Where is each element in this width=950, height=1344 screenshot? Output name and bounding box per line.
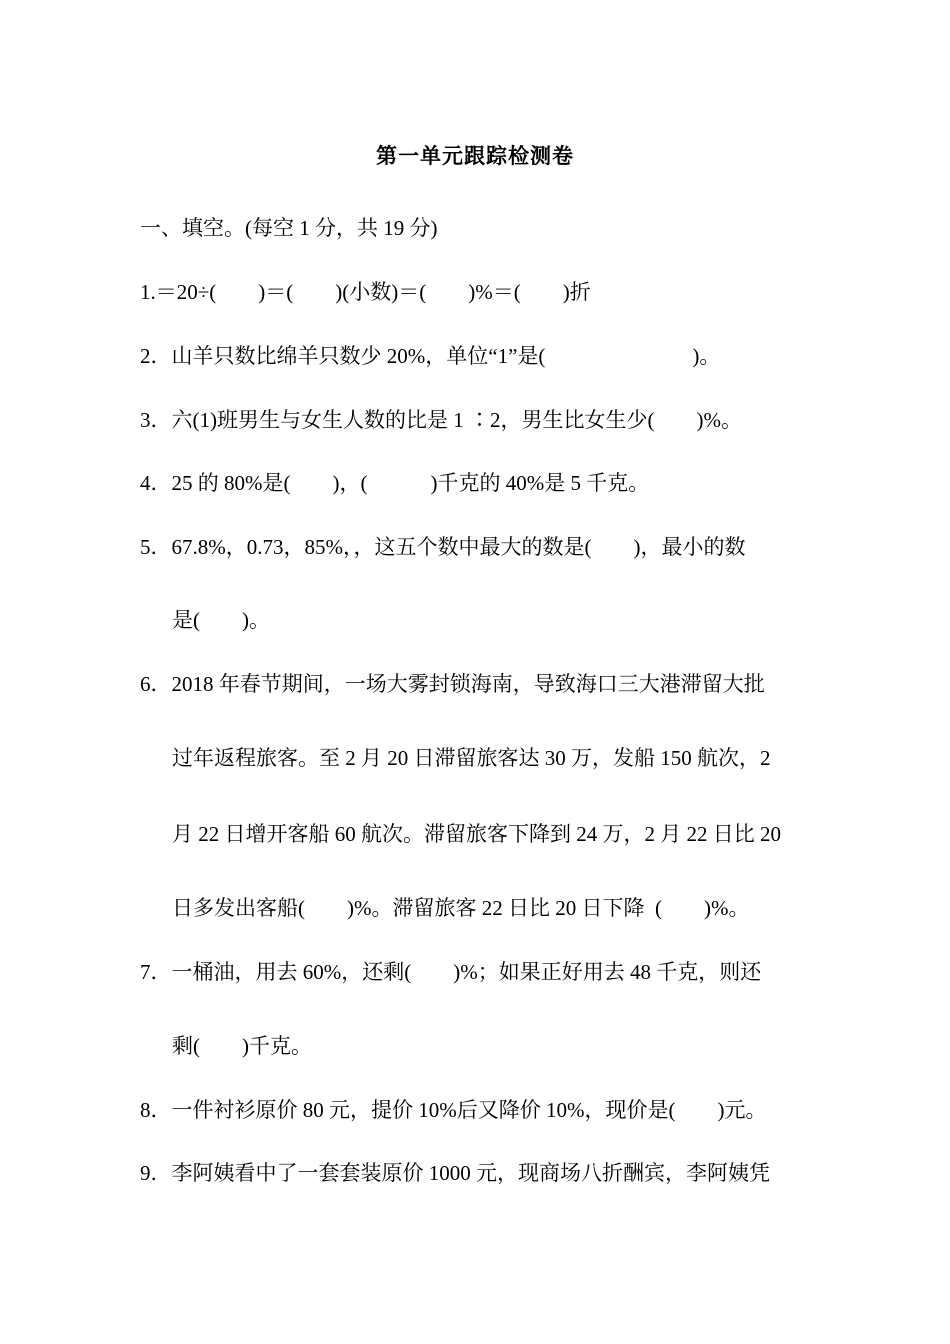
question-5-line-2: 是( )。	[172, 608, 270, 632]
question-9-line-1: 9．李阿姨看中了一套套装原价 1000 元，现商场八折酬宾，李阿姨凭	[140, 1161, 770, 1185]
question-7-line-2: 剩( )千克。	[172, 1034, 312, 1058]
question-7-line-1: 7．一桶油，用去 60%，还剩( )%；如果正好用去 48 千克，则还	[140, 960, 762, 984]
question-4: 4．25 的 80%是( )，( )千克的 40%是 5 千克。	[140, 471, 650, 495]
question-8: 8．一件衬衫原价 80 元，提价 10%后又降价 10%，现价是( )元。	[140, 1098, 767, 1122]
section-heading: 一、填空。(每空 1 分，共 19 分)	[140, 216, 438, 240]
question-5-line-1: 5．67.8%，0.73，85%，，这五个数中最大的数是( )，最小的数	[140, 535, 746, 559]
question-6-line-1: 6．2018 年春节期间，一场大雾封锁海南，导致海口三大港滞留大批	[140, 672, 765, 696]
question-6-line-4: 日多发出客船( )%。滞留旅客 22 日比 20 日下降 ( )%。	[172, 896, 750, 920]
document-title: 第一单元跟踪检测卷	[376, 144, 574, 168]
question-6-line-2: 过年返程旅客。至 2 月 20 日滞留旅客达 30 万，发船 150 航次，2	[172, 746, 771, 770]
question-2: 2．山羊只数比绵羊只数少 20%，单位“1”是( )。	[140, 344, 721, 368]
question-1: 1.＝20÷( )＝( )(小数)＝( )%＝( )折	[140, 280, 591, 304]
question-6-line-3: 月 22 日增开客船 60 航次。滞留旅客下降到 24 万，2 月 22 日比 20	[172, 822, 781, 846]
question-3: 3．六(1)班男生与女生人数的比是 1 ∶2，男生比女生少( )%。	[140, 408, 742, 432]
